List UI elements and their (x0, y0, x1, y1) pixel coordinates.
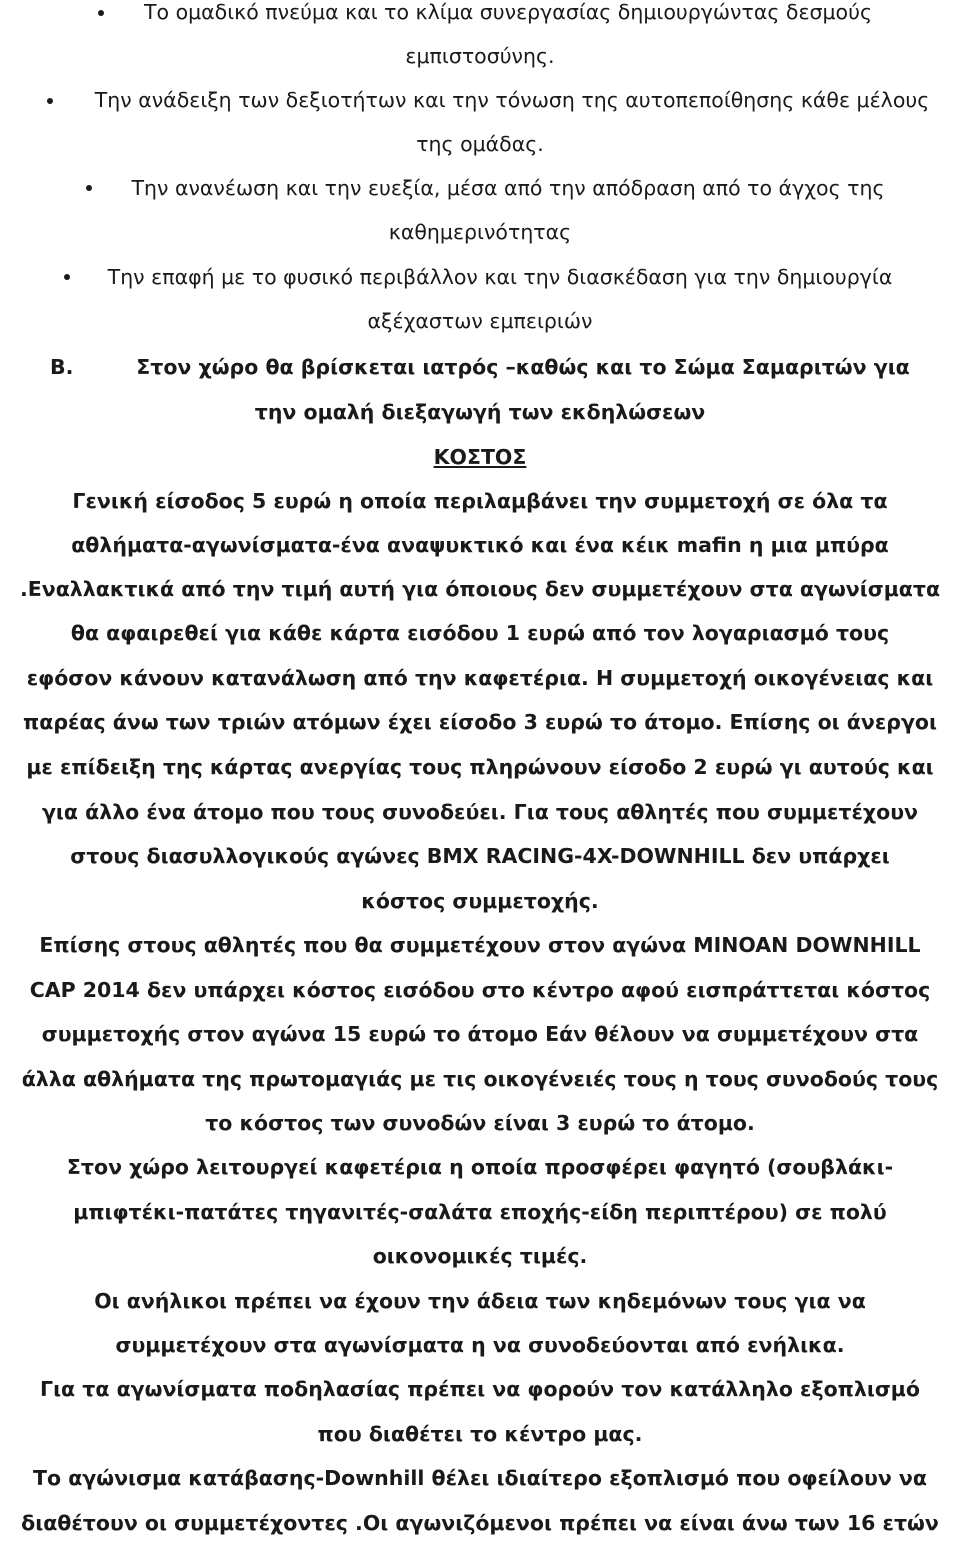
body-line: οικονομικές τιμές. (372, 1244, 588, 1268)
body-line: συμμετέχουν στα αγωνίσματα η να συνοδεύονται από ενήλικα. (115, 1333, 845, 1357)
body-line: στους διασυλλογικούς αγώνες BMX RACING-4X-DOWNHILL δεν υπάρχει (70, 844, 890, 868)
body-line: που διαθέτει το κέντρο μας. (317, 1422, 643, 1446)
bullet-text: εμπιστοσύνης. (405, 44, 555, 68)
section-b-line: Στον χώρο θα βρίσκεται ιατρός –καθώς και το Σώμα Σαμαριτών για (136, 355, 910, 379)
body-line: με επίδειξη της κάρτας ανεργίας τους πληρώνουν είσοδο 2 ευρώ γι αυτούς και (26, 755, 934, 779)
body-line: κόστος συμμετοχής. (361, 889, 599, 913)
body-line: αθλήματα-αγωνίσματα-ένα αναψυκτικό και ένα κέικ mafin η μια μπύρα (71, 533, 889, 557)
body-line: Για τα αγωνίσματα ποδηλασίας πρέπει να φορούν τον κατάλληλο εξοπλισμό (40, 1377, 920, 1401)
cost-heading: ΚΟΣΤΟΣ (433, 445, 527, 469)
bullet-text: καθημερινότητας (388, 220, 572, 244)
body-line: Στον χώρο λειτουργεί καφετέρια η οποία προσφέρει φαγητό (σουβλάκι- (66, 1155, 894, 1179)
body-line: άλλα αθλήματα της πρωτομαγιάς με τις οικογένειές τους η τους συνοδούς τους (21, 1067, 939, 1091)
body-line: συμμετοχής στον αγώνα 15 ευρώ το άτομο Εάν θέλουν να συμμετέχουν στα (41, 1022, 919, 1046)
body-line: CAP 2014 δεν υπάρχει κόστος εισόδου στο κέντρο αφού εισπράττεται κόστος (29, 978, 931, 1002)
body-line: διαθέτουν οι συμμετέχοντες .Οι αγωνιζόμενοι πρέπει να είναι άνω των 16 ετών (21, 1511, 939, 1535)
bullet-text: Την επαφή με το φυσικό περιβάλλον και την διασκέδαση για την δημιουργία (107, 265, 893, 289)
bullet-text: Το ομαδικό πνεύμα και το κλίμα συνεργασίας δημιουργώντας δεσμούς (144, 0, 872, 24)
bullet-text: Την ανανέωση και την ευεξία, μέσα από την απόδραση από το άγχος της (131, 176, 885, 200)
body-line: Οι ανήλικοι πρέπει να έχουν την άδεια των κηδεμόνων τους για να (94, 1289, 866, 1313)
body-line: παρέας άνω των τριών ατόμων έχει είσοδο 3 ευρώ το άτομο. Επίσης οι άνεργοι (23, 710, 937, 734)
bullet-text: της ομάδας. (416, 132, 544, 156)
section-b-line: την ομαλή διεξαγωγή των εκδηλώσεων (254, 400, 706, 424)
body-line: Το αγώνισμα κατάβασης-Downhill θέλει ιδιαίτερο εξοπλισμό που οφείλουν να (33, 1466, 927, 1490)
body-line: εφόσον κάνουν κατανάλωση από την καφετέρια. Η συμμετοχή οικογένειας και (26, 666, 934, 690)
body-line: για άλλο ένα άτομο που τους συνοδεύει. Για τους αθλητές που συμμετέχουν (41, 800, 919, 824)
bullet-text: Την ανάδειξη των δεξιοτήτων και την τόνωση της αυτοπεποίθησης κάθε μέλους (94, 88, 930, 112)
bullet-text: αξέχαστων εμπειριών (367, 309, 593, 333)
body-line: μπιφτέκι-πατάτες τηγανιτές-σαλάτα εποχής-είδη περιπτέρου) σε πολύ (73, 1200, 887, 1224)
body-line: θα αφαιρεθεί για κάθε κάρτα εισόδου 1 ευρώ από τον λογαριασμό τους (70, 621, 890, 645)
body-line: Γενική είσοδος 5 ευρώ η οποία περιλαμβάνει την συμμετοχή σε όλα τα (72, 489, 888, 513)
section-b-marker: Β. (50, 355, 74, 379)
body-line: .Εναλλακτικά από την τιμή αυτή για όποιους δεν συμμετέχουν στα αγωνίσματα (19, 577, 941, 601)
body-line: Επίσης στους αθλητές που θα συμμετέχουν στον αγώνα MINOAN DOWNHILL (39, 933, 921, 957)
body-line: το κόστος των συνοδών είναι 3 ευρώ το άτομο. (205, 1111, 755, 1135)
